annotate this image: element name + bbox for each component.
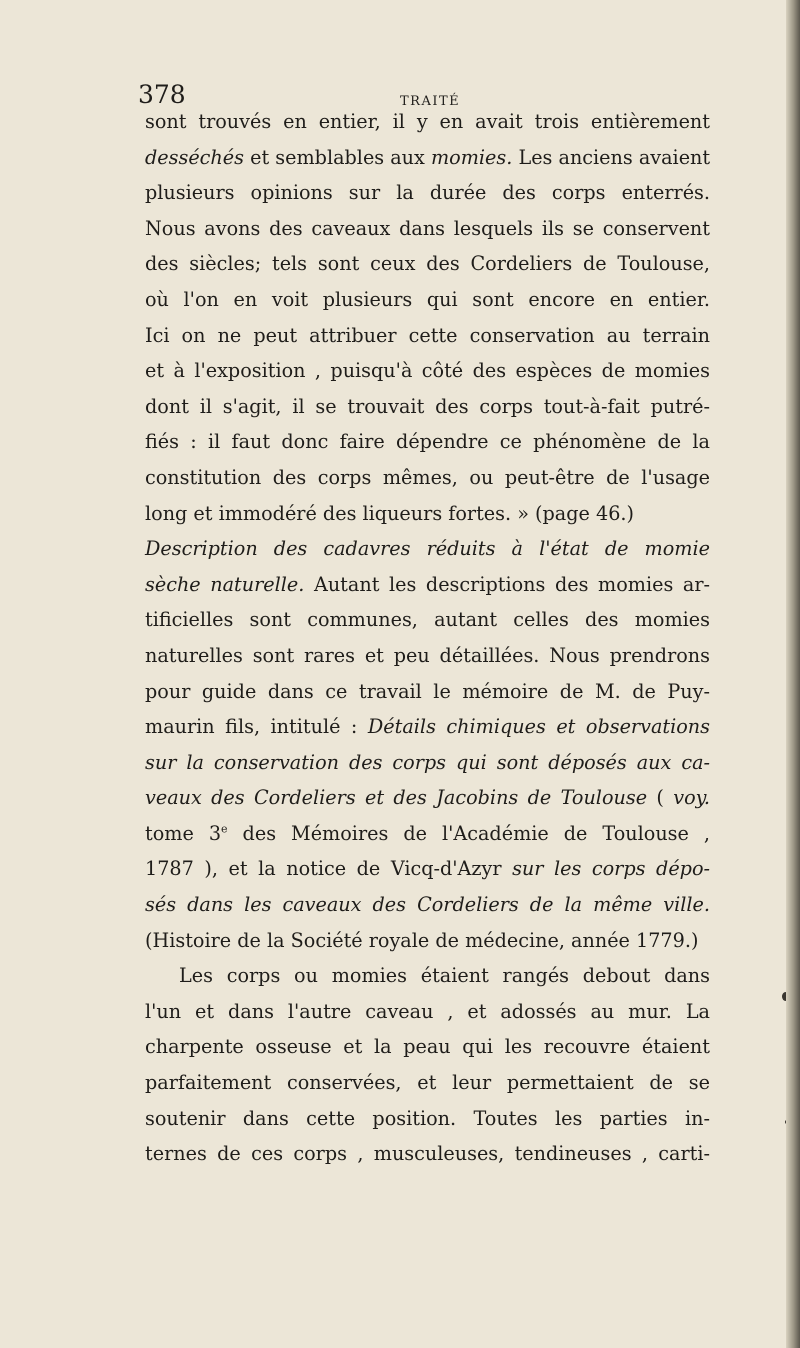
text-line bbox=[145, 318, 710, 354]
text-line bbox=[145, 1029, 710, 1065]
text-line bbox=[145, 602, 710, 638]
text-segment: tificielles sont communes, autant celles des momies bbox=[145, 608, 710, 632]
text-segment: parfaitement conservées, et leur permettaient de se bbox=[145, 1071, 710, 1095]
text-line bbox=[145, 816, 710, 852]
page-edge-shadow bbox=[786, 0, 800, 1348]
text-segment: ( bbox=[647, 786, 674, 810]
text-segment: charpente osseuse et la peau qui les recouvre étaient bbox=[145, 1035, 710, 1059]
text-segment: Les anciens avaient bbox=[512, 145, 711, 169]
text-segment: Nous avons des caveaux dans lesquels ils se conservent bbox=[145, 216, 710, 240]
italic-text: desséchés bbox=[145, 145, 244, 169]
text-line bbox=[145, 994, 710, 1030]
text-line bbox=[145, 745, 710, 781]
text-line bbox=[145, 709, 710, 745]
text-line bbox=[145, 104, 710, 140]
text-segment: sont trouvés en entier, il y en avait trois entièrement bbox=[145, 110, 710, 133]
text-segment: 1787 ), et la notice de Vicq-d'Azyr bbox=[145, 857, 513, 881]
text-segment: constitution des corps mêmes, ou peut-être de l'usage bbox=[145, 465, 710, 489]
text-line bbox=[145, 887, 710, 923]
text-line bbox=[145, 140, 710, 176]
text-segment: et à l'exposition , puisqu'à côté des espèces de momies bbox=[145, 359, 710, 383]
text-segment: maurin fils, intitulé : bbox=[145, 715, 368, 739]
text-line bbox=[145, 246, 710, 282]
text-segment: Autant les descriptions des momies ar- bbox=[304, 572, 710, 596]
italic-text: momies. bbox=[430, 145, 513, 169]
text-segment: soutenir dans cette position. Toutes les parties in- bbox=[145, 1106, 710, 1130]
italic-text: sur les corps dépo- bbox=[512, 857, 710, 881]
text-segment: fiés : il faut donc faire dépendre ce phénomène de la bbox=[145, 430, 710, 454]
text-segment: des siècles; tels sont ceux des Cordeliers de Toulouse, bbox=[145, 252, 710, 276]
italic-text: sèche naturelle. bbox=[145, 572, 305, 596]
text-line bbox=[145, 389, 710, 425]
running-title: TRAITÉ bbox=[400, 94, 461, 109]
text-line bbox=[145, 531, 710, 567]
text-line bbox=[145, 211, 710, 247]
text-line bbox=[145, 460, 710, 496]
text-segment: Ici on ne peut attribuer cette conservation au terrain bbox=[145, 323, 710, 347]
text-line bbox=[145, 424, 710, 460]
text-line bbox=[145, 780, 710, 816]
text-line bbox=[145, 353, 710, 389]
text-segment: Les corps ou momies étaient rangés debout dans bbox=[179, 964, 710, 988]
text-segment: e bbox=[221, 822, 228, 836]
body-text bbox=[145, 104, 710, 1172]
text-segment: dont il s'agit, il se trouvait des corps tout-à-fait putré- bbox=[145, 394, 710, 418]
text-segment: long et immodéré des liqueurs fortes. » (page 46.) bbox=[145, 501, 634, 525]
text-segment: tome 3 bbox=[145, 821, 222, 845]
text-line bbox=[145, 1136, 710, 1172]
text-line bbox=[145, 638, 710, 674]
text-line bbox=[145, 282, 710, 318]
text-line bbox=[145, 958, 710, 994]
text-segment: où l'on en voit plusieurs qui sont encore en entier. bbox=[145, 287, 710, 311]
text-line bbox=[145, 851, 710, 887]
text-line bbox=[145, 496, 710, 532]
text-line bbox=[145, 1065, 710, 1101]
text-segment: plusieurs opinions sur la durée des corps enterrés. bbox=[145, 181, 710, 205]
text-segment: pour guide dans ce travail le mémoire de M. de Puy- bbox=[145, 679, 710, 703]
text-line bbox=[145, 923, 710, 959]
text-segment: ternes de ces corps , musculeuses, tendineuses , carti- bbox=[145, 1142, 710, 1166]
italic-text: sés dans les caveaux des Cordeliers de la même ville. bbox=[145, 893, 710, 917]
text-segment: l'un et dans l'autre caveau , et adossés au mur. La bbox=[145, 999, 710, 1023]
italic-text: sur la conservation des corps qui sont déposés aux ca- bbox=[145, 750, 710, 774]
text-line bbox=[145, 175, 710, 211]
text-segment: (Histoire de la Société royale de médecine, année 1779.) bbox=[145, 928, 699, 952]
italic-text: voy. bbox=[673, 786, 711, 810]
text-segment: naturelles sont rares et peu détaillées. Nous prendrons bbox=[145, 643, 710, 667]
text-segment: et semblables aux bbox=[244, 145, 431, 169]
text-line bbox=[145, 674, 710, 710]
italic-text: Description des cadavres réduits à l'état de momie bbox=[145, 537, 710, 561]
page-number: 378 bbox=[138, 80, 186, 109]
text-line bbox=[145, 1101, 710, 1137]
italic-text: veaux des Cordeliers et des Jacobins de Toulouse bbox=[145, 786, 648, 810]
text-line bbox=[145, 567, 710, 603]
text-segment: des Mémoires de l'Académie de Toulouse , bbox=[227, 821, 710, 845]
italic-text: Détails chimiques et observations bbox=[367, 715, 710, 739]
